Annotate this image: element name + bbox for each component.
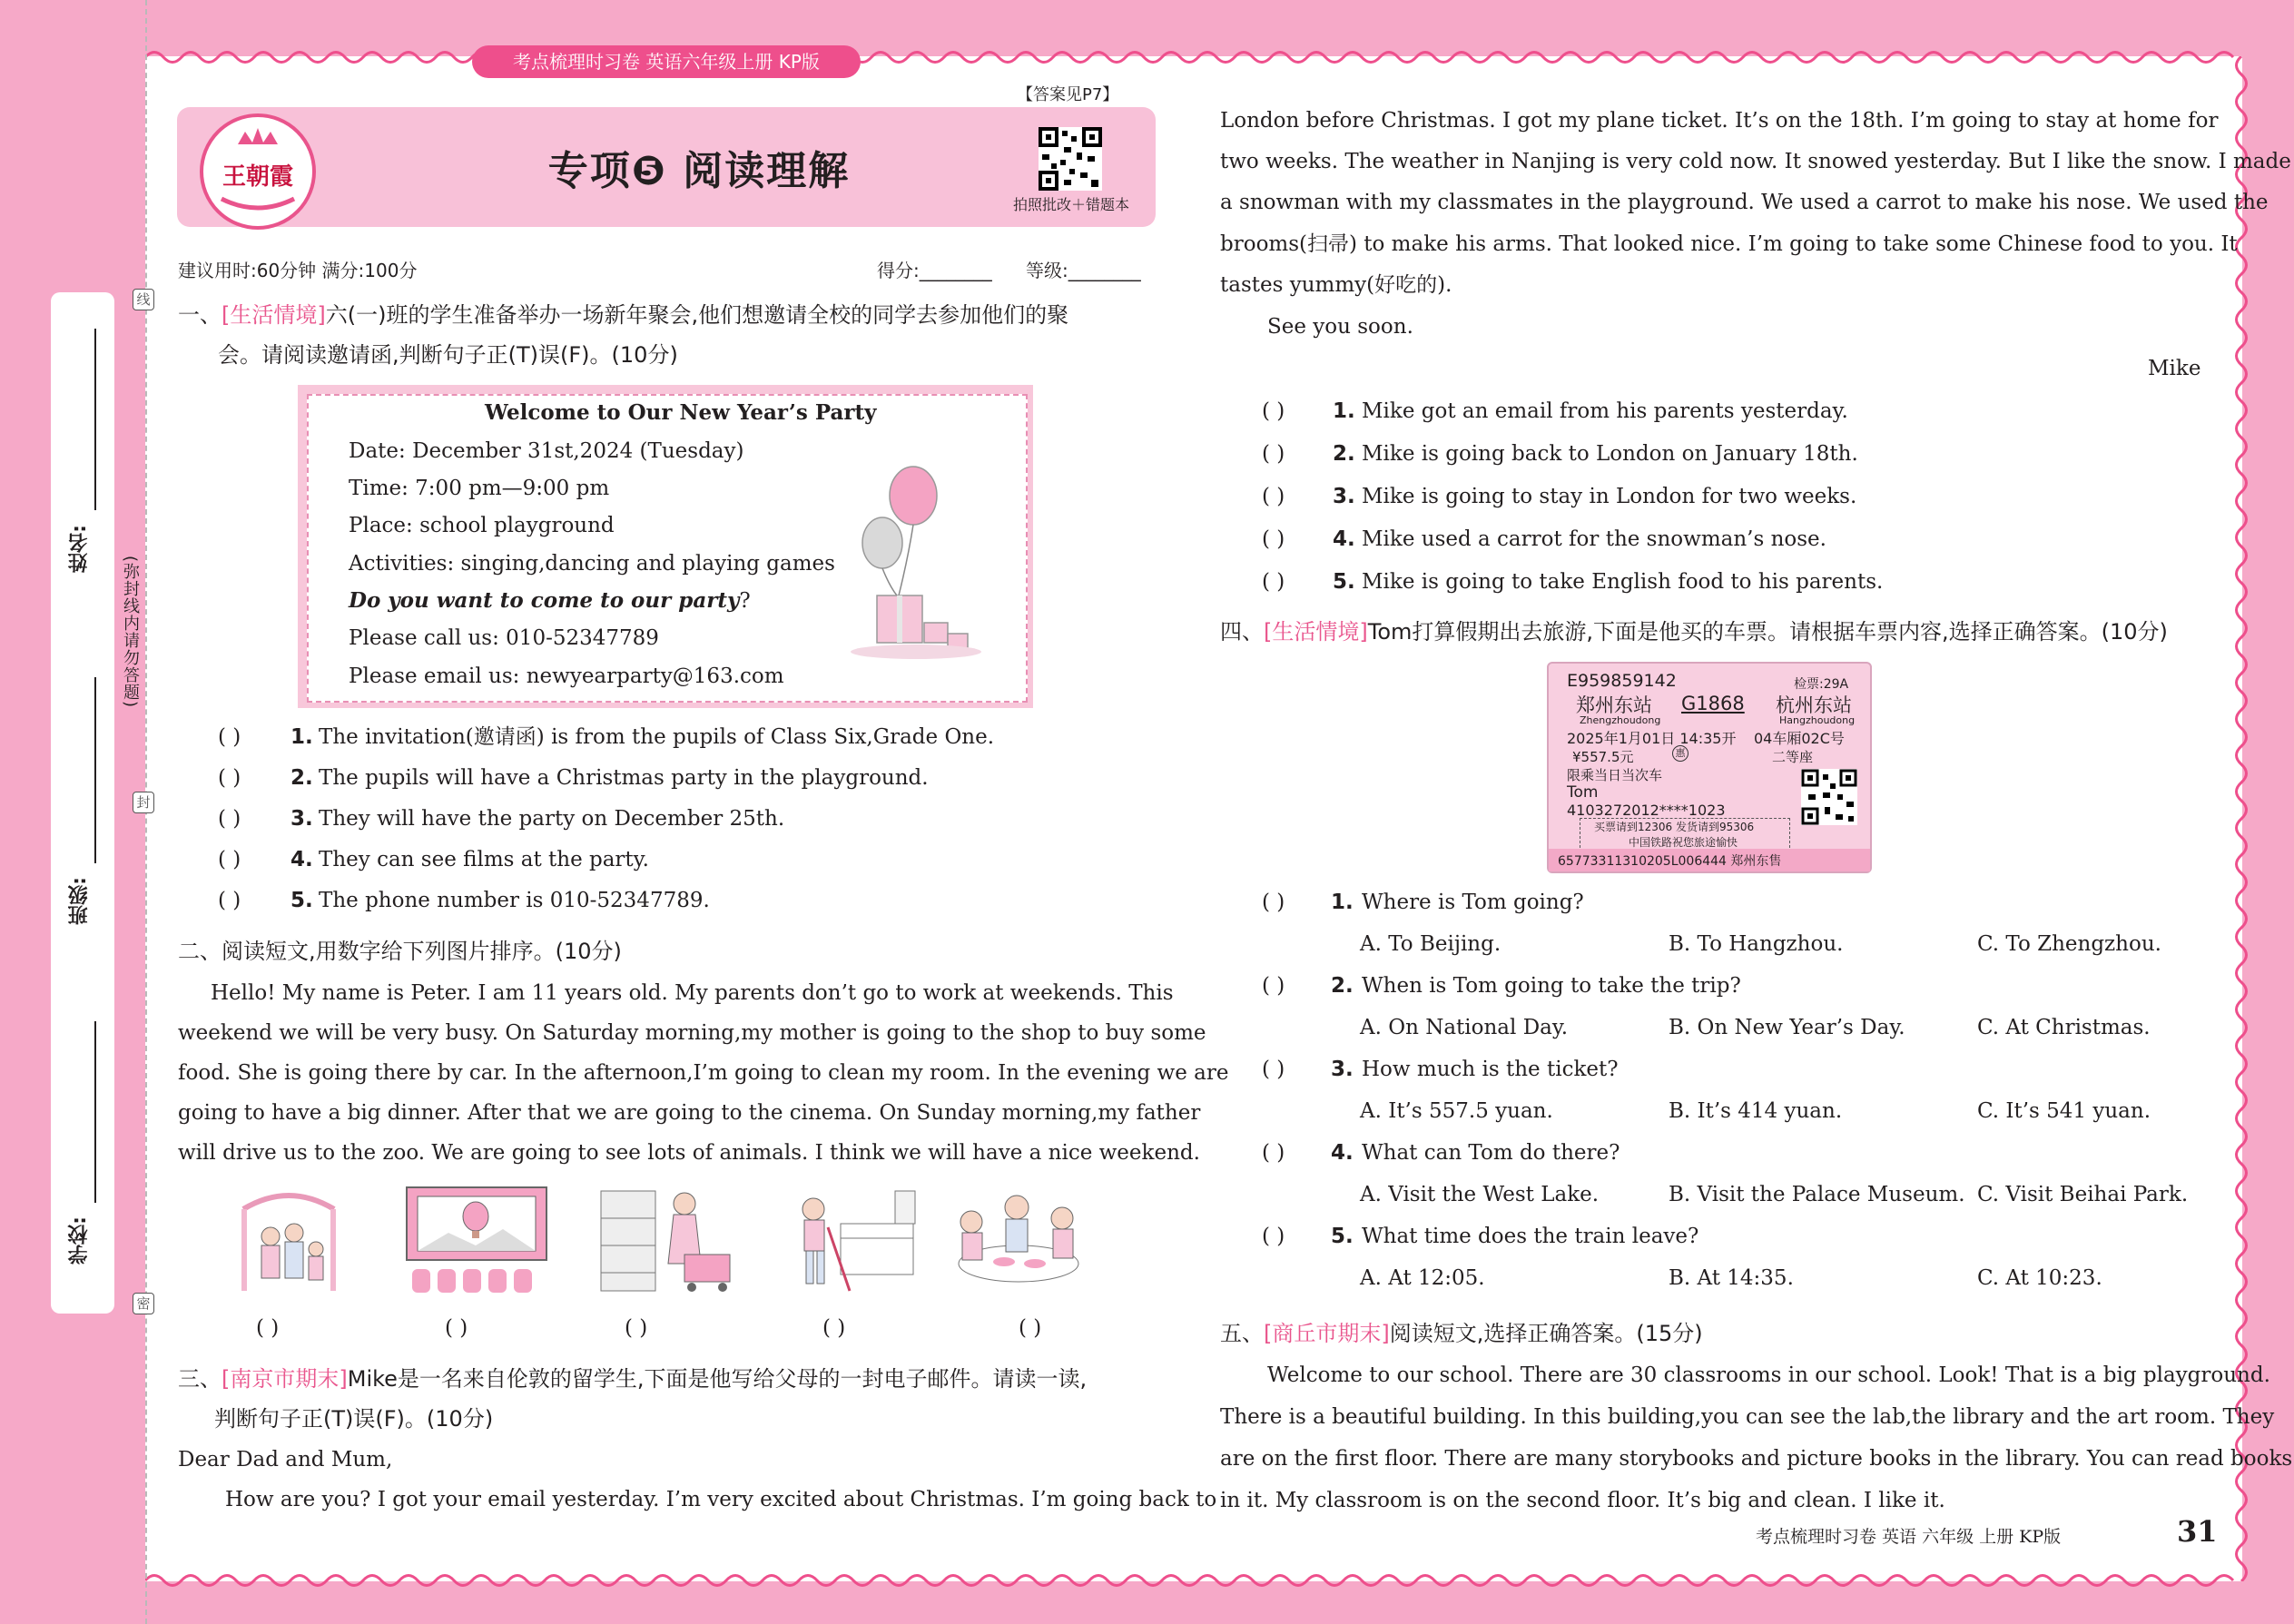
- question-number: 1.: [1333, 399, 1355, 423]
- option-b[interactable]: B. It’s 414 yuan.: [1669, 1099, 1843, 1123]
- question-text: They will have the party on December 25th.: [319, 807, 785, 831]
- tf-answer-box[interactable]: ( ): [218, 889, 241, 912]
- question-text: The invitation(邀请函) is from the pupils of Class Six,Grade One.: [319, 725, 995, 749]
- part4-tag: [生活情境]: [1264, 619, 1368, 645]
- ticket-discount-mark: 惠: [1672, 745, 1689, 762]
- email-closing: See you soon.: [1267, 315, 1413, 339]
- option-b[interactable]: B. Visit the Palace Museum.: [1669, 1183, 1965, 1206]
- invitation-time: Time: 7:00 pm—9:00 pm: [349, 477, 610, 500]
- ticket-from-pinyin: Zhengzhoudong: [1580, 714, 1661, 726]
- seal-mark-secret: 密: [133, 1293, 154, 1314]
- part5-tag: [商丘市期末]: [1264, 1321, 1390, 1346]
- wavy-border-bottom: [145, 1569, 2242, 1592]
- option-c[interactable]: C. Visit Beihai Park.: [1977, 1183, 2189, 1206]
- dinner-picture: [944, 1182, 1091, 1298]
- email-line-1: How are you? I got your email yesterday. I’m very excited about Christmas. I’m going back to: [225, 1488, 1217, 1511]
- choice-answer-box[interactable]: ( ): [1262, 891, 1285, 914]
- question-text: When is Tom going to take the trip?: [1362, 974, 1741, 998]
- question-text: How much is the ticket?: [1362, 1058, 1619, 1081]
- email-line-3: two weeks. The weather in Nanjing is very cold now. It snowed yesterday. But I like the snow. I made: [1220, 150, 2291, 173]
- school-field[interactable]: [94, 1021, 96, 1203]
- name-field[interactable]: [94, 329, 96, 510]
- invitation-question: Do you want to come to our party: [349, 588, 740, 613]
- email-line-4: a snowman with my classmates in the playground. We used a carrot to make his nose. We used the: [1220, 191, 2269, 214]
- question-text: The phone number is 010-52347789.: [319, 889, 710, 912]
- choice-answer-box[interactable]: ( ): [1262, 974, 1285, 998]
- ticket-train: G1868: [1681, 693, 1745, 714]
- option-a[interactable]: A. At 12:05.: [1360, 1266, 1485, 1290]
- email-greeting: Dear Dad and Mum,: [178, 1448, 393, 1471]
- email-signature: Mike: [2148, 357, 2201, 380]
- option-a[interactable]: A. Visit the West Lake.: [1360, 1183, 1600, 1206]
- part5-line-1: Welcome to our school. There are 30 classrooms in our school. Look! That is a big playground.: [1267, 1363, 2270, 1387]
- ticket-class: 二等座: [1772, 749, 1814, 765]
- score-field[interactable]: 得分:________: [877, 260, 992, 281]
- question-text: Mike used a carrot for the snowman’s nose.: [1362, 527, 1826, 551]
- question-number: 4.: [290, 848, 313, 871]
- tf-answer-box[interactable]: ( ): [1262, 442, 1285, 466]
- invitation-place: Place: school playground: [349, 514, 615, 537]
- shopping-picture: [597, 1182, 744, 1298]
- tf-answer-box[interactable]: ( ): [1262, 485, 1285, 508]
- question-number: 5.: [290, 889, 313, 912]
- invitation-question-mark: ?: [739, 589, 751, 613]
- grade-field[interactable]: 等级:________: [1026, 260, 1141, 281]
- picture-order-1[interactable]: ( ): [256, 1316, 280, 1340]
- ticket-to: 杭州东站: [1776, 694, 1852, 716]
- picture-order-5[interactable]: ( ): [1019, 1316, 1042, 1340]
- ticket-tip2: 中国铁路祝您旅途愉快: [1629, 836, 1738, 849]
- question-number: 1.: [290, 725, 313, 749]
- part2-line-3: food. She is going there by car. In the afternoon,I’m going to clean my room. In the evening we are: [178, 1061, 1229, 1085]
- question-number: 3.: [1333, 485, 1355, 508]
- answer-reference: 【答案见P7】: [1017, 85, 1119, 104]
- part5-heading-text: 阅读短文,选择正确答案。(15分): [1389, 1321, 1703, 1346]
- zoo-picture: [216, 1182, 363, 1298]
- ticket-serial: 65773311310205L006444 郑州东售: [1558, 854, 1782, 869]
- picture-order-3[interactable]: ( ): [625, 1316, 648, 1340]
- tf-answer-box[interactable]: ( ): [1262, 570, 1285, 594]
- picture-order-2[interactable]: ( ): [445, 1316, 468, 1340]
- student-info-panel: [51, 292, 114, 1314]
- question-text: Where is Tom going?: [1362, 891, 1584, 914]
- question-number: 3.: [290, 807, 313, 831]
- tf-answer-box[interactable]: ( ): [218, 848, 241, 871]
- school-label: 学校:: [68, 1216, 91, 1265]
- tf-answer-box[interactable]: ( ): [218, 766, 241, 790]
- part2-line-4: going to have a big dinner. After that we are going to the cinema. On Sunday morning,my father: [178, 1101, 1201, 1125]
- part3-heading-line1: 三、[南京市期末]Mike是一名来自伦敦的留学生,下面是他写给父母的一封电子邮件。请读一读,: [178, 1366, 1088, 1392]
- part3-tag: [南京市期末]: [222, 1366, 348, 1392]
- part5-line-3: are on the first floor. There are many storybooks and picture books in the library. You can read books: [1220, 1447, 2293, 1471]
- invitation-activities: Activities: singing,dancing and playing games: [349, 552, 835, 576]
- series-tab: 考点梳理时习卷 英语六年级上册 KP版: [472, 45, 861, 78]
- ticket-seat: 04车厢02C号: [1754, 730, 1845, 747]
- option-a[interactable]: A. To Beijing.: [1360, 932, 1501, 956]
- question-number: 2.: [1331, 974, 1354, 998]
- footer-text: 考点梳理时习卷 英语 六年级 上册 KP版: [1756, 1527, 2062, 1547]
- part3-heading-line2: 判断句子正(T)误(F)。(10分): [214, 1406, 494, 1432]
- question-number: 2.: [1333, 442, 1355, 466]
- invitation-title: Welcome to Our New Year’s Party: [485, 400, 877, 425]
- question-number: 1.: [1331, 891, 1354, 914]
- page-number: 31: [2177, 1514, 2218, 1549]
- invitation-date: Date: December 31st,2024 (Tuesday): [349, 439, 744, 463]
- question-number: 5.: [1333, 570, 1355, 594]
- question-text: They can see films at the party.: [319, 848, 649, 871]
- tf-answer-box[interactable]: ( ): [218, 807, 241, 831]
- page-title: 专项❺ 阅读理解: [547, 148, 851, 194]
- ticket-from: 郑州东站: [1576, 694, 1652, 716]
- cleaning-picture: [773, 1182, 921, 1298]
- part1-heading-line2: 会。请阅读邀请函,判断句子正(T)误(F)。(10分): [218, 342, 678, 368]
- picture-order-4[interactable]: ( ): [822, 1316, 846, 1340]
- email-line-5: brooms(扫帚) to make his arms. That looked nice. I’m going to take some Chinese food to you. It: [1220, 232, 2238, 256]
- tf-answer-box[interactable]: ( ): [218, 725, 241, 749]
- question-number: 4.: [1331, 1141, 1354, 1165]
- ticket-date: 2025年1月01日 14:35开: [1567, 730, 1737, 747]
- choice-answer-box[interactable]: ( ): [1262, 1058, 1285, 1081]
- question-text: Mike is going to take English food to his parents.: [1362, 570, 1884, 594]
- crown-icon: [203, 117, 312, 226]
- question-number: 4.: [1333, 527, 1355, 551]
- part4-heading-line: 四、[生活情境]Tom打算假期出去旅游,下面是他买的车票。请根据车票内容,选择正确答案。(10分): [1220, 619, 2168, 645]
- ticket-tip1: 买票请到12306 发货请到95306: [1594, 821, 1755, 833]
- ticket-idno: 4103272012****1023: [1567, 802, 1726, 819]
- part4-heading-text: Tom打算假期出去旅游,下面是他买的车票。请根据车票内容,选择正确答案。(10分): [1367, 619, 2168, 645]
- seal-note: (弥封线内请勿答题): [121, 556, 140, 709]
- cinema-picture: [403, 1182, 550, 1298]
- part1-heading-line1: 一、[生活情境]六(一)班的学生准备举办一场新年聚会,他们想邀请全校的同学去参加他们的聚: [178, 302, 1069, 328]
- class-label: 班级:: [68, 877, 91, 925]
- option-c[interactable]: C. To Zhengzhou.: [1977, 932, 2161, 956]
- option-b[interactable]: B. At 14:35.: [1669, 1266, 1794, 1290]
- tf-answer-box[interactable]: ( ): [1262, 399, 1285, 423]
- part3-heading-text: Mike是一名来自伦敦的留学生,下面是他写给父母的一封电子邮件。请读一读,: [347, 1366, 1088, 1392]
- qr-code-icon[interactable]: [1039, 127, 1102, 191]
- option-c[interactable]: C. At 10:23.: [1977, 1266, 2102, 1290]
- brand-logo: [200, 113, 316, 230]
- wavy-border-right: [2230, 56, 2253, 1581]
- tf-answer-box[interactable]: ( ): [1262, 527, 1285, 551]
- option-c[interactable]: C. At Christmas.: [1977, 1016, 2151, 1039]
- balloons-gift-icon: [830, 459, 984, 664]
- time-score-info: 建议用时:60分钟 满分:100分: [178, 260, 418, 281]
- choice-answer-box[interactable]: ( ): [1262, 1141, 1285, 1165]
- question-text: What can Tom do there?: [1362, 1141, 1620, 1165]
- option-a[interactable]: A. It’s 557.5 yuan.: [1360, 1099, 1553, 1123]
- email-line-6: tastes yummy(好吃的).: [1220, 273, 1452, 297]
- qr-caption: 拍照批改＋错题本: [1012, 196, 1129, 213]
- ticket-name: Tom: [1567, 783, 1599, 802]
- part2-heading: 二、阅读短文,用数字给下列图片排序。(10分): [178, 939, 622, 964]
- choice-answer-box[interactable]: ( ): [1262, 1225, 1285, 1248]
- question-text: Mike is going back to London on January 18th.: [1362, 442, 1858, 466]
- logo-text: 王朝霞: [222, 163, 294, 191]
- option-c[interactable]: C. It’s 541 yuan.: [1977, 1099, 2151, 1123]
- part5-line-4: in it. My classroom is on the second floor. It’s big and clean. I like it.: [1220, 1489, 1945, 1512]
- question-text: Mike got an email from his parents yesterday.: [1362, 399, 1848, 423]
- class-field[interactable]: [94, 677, 96, 863]
- option-b[interactable]: B. To Hangzhou.: [1669, 932, 1844, 956]
- invitation-question-line: [349, 587, 751, 615]
- wavy-border-top: [145, 45, 2242, 69]
- invitation-phone: Please call us: 010-52347789: [349, 626, 659, 650]
- seal-mark-line: 线: [133, 289, 154, 310]
- option-a[interactable]: A. On National Day.: [1360, 1016, 1569, 1039]
- ticket-to-pinyin: Hangzhoudong: [1779, 714, 1856, 726]
- question-number: 2.: [290, 766, 313, 790]
- ticket-qr-icon: [1801, 769, 1857, 825]
- email-line-2: London before Christmas. I got my plane ticket. It’s on the 18th. I’m going to stay at home for: [1220, 109, 2219, 133]
- ticket-price: ¥557.5元: [1572, 749, 1634, 765]
- ticket-check: 检票:29A: [1794, 677, 1849, 692]
- ticket-note: 限乘当日当次车: [1567, 767, 1663, 783]
- train-ticket: [1547, 662, 1872, 873]
- seal-mark-seal: 封: [133, 792, 154, 813]
- question-number: 3.: [1331, 1058, 1354, 1081]
- question-text: Mike is going to stay in London for two weeks.: [1362, 485, 1857, 508]
- ticket-id: E959859142: [1567, 671, 1677, 691]
- name-label: 姓名:: [68, 525, 91, 573]
- option-b[interactable]: B. On New Year’s Day.: [1669, 1016, 1905, 1039]
- part2-line-1: Hello! My name is Peter. I am 11 years old. My parents don’t go to work at weekends. This: [211, 981, 1174, 1005]
- part2-line-2: weekend we will be very busy. On Saturday morning,my mother is going to the shop to buy some: [178, 1021, 1206, 1045]
- part5-line-2: There is a beautiful building. In this building,you can see the lab,the library and the art room. They: [1220, 1405, 2275, 1429]
- part2-line-5: will drive us to the zoo. We are going to see lots of animals. I think we will have a nice weekend.: [178, 1141, 1200, 1165]
- part1-tag: [生活情境]: [222, 302, 326, 328]
- part1-heading-text: 六(一)班的学生准备举办一场新年聚会,他们想邀请全校的同学去参加他们的聚: [325, 302, 1069, 328]
- question-text: What time does the train leave?: [1362, 1225, 1699, 1248]
- question-text: The pupils will have a Christmas party in the playground.: [319, 766, 929, 790]
- part5-heading-line: 五、[商丘市期末]阅读短文,选择正确答案。(15分): [1220, 1321, 1703, 1346]
- question-number: 5.: [1331, 1225, 1354, 1248]
- invitation-email: Please email us: newyearparty@163.com: [349, 664, 784, 688]
